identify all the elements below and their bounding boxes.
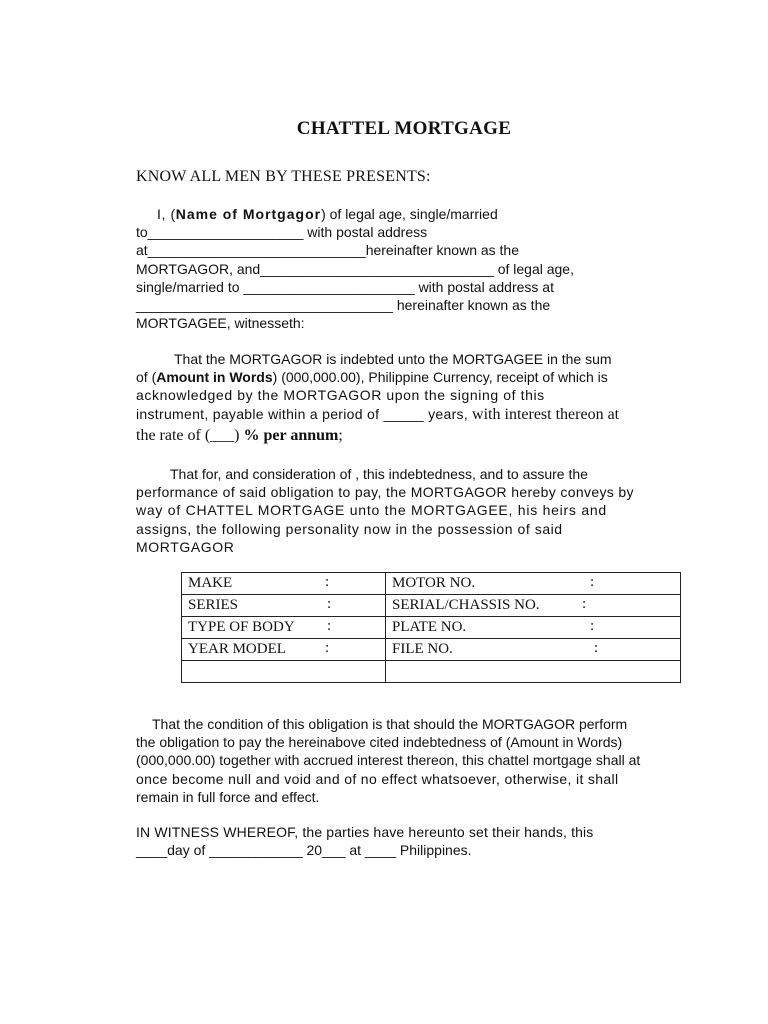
parties-line-1: I, (Name of Mortgagor) of legal age, single/married <box>157 206 498 222</box>
parties-line-4: MORTGAGOR, and______________________________ of legal age, <box>136 260 574 277</box>
witness-line-2: ____day of ____________ 20___ at ____ Philippines. <box>136 842 472 859</box>
witness-paragraph <box>136 823 676 859</box>
vehicle-details-table <box>181 572 681 683</box>
indebtedness-line-4: instrument, payable within a period of _____ years, with interest thereon at <box>136 405 620 423</box>
conveyance-line-5: MORTGAGOR <box>136 538 235 555</box>
parties-line-7: MORTGAGEE, witnesseth: <box>136 315 305 332</box>
table-row <box>182 661 681 683</box>
interest-rate-placeholder: % per annum <box>239 426 339 444</box>
indebtedness-line-2: of (Amount in Words) (000,000.00), Philippine Currency, receipt of which is <box>136 369 608 386</box>
indebtedness-line-3: acknowledged by the MORTGAGOR upon the signing of this <box>136 387 545 404</box>
condition-paragraph <box>136 715 676 806</box>
document-title: CHATTEL MORTGAGE <box>296 118 512 139</box>
empty-cell <box>182 661 386 683</box>
witness-line-1: IN WITNESS WHEREOF, the parties have hereunto set their hands, this <box>136 824 594 840</box>
motor-no-cell: MOTOR NO. : <box>386 573 681 595</box>
parties-line-6: _________________________________ hereinafter known as the <box>136 296 551 313</box>
condition-line-3: (000,000.00) together with accrued interest thereon, this chattel mortgage shall at <box>136 752 641 769</box>
opening-heading: KNOW ALL MEN BY THESE PRESENTS: <box>136 168 431 185</box>
conveyance-paragraph <box>136 465 676 556</box>
make-cell: MAKE : <box>182 573 386 595</box>
parties-line-2: to____________________ with postal address <box>136 224 428 241</box>
year-model-cell: YEAR MODEL : <box>182 639 386 661</box>
condition-line-4: once become null and void and of no effect whatsoever, otherwise, it shall <box>136 770 619 787</box>
condition-line-5: remain in full force and effect. <box>136 788 320 805</box>
plate-no-cell: PLATE NO. : <box>386 617 681 639</box>
parties-line-5: single/married to ______________________ with postal address at <box>136 278 554 295</box>
empty-cell <box>386 661 681 683</box>
indebtedness-line-1: That the MORTGAGOR is indebted unto the MORTGAGEE in the sum <box>174 351 612 367</box>
table-row <box>182 573 681 595</box>
parties-paragraph <box>136 205 676 332</box>
conveyance-line-3: way of CHATTEL MORTGAGE unto the MORTGAGEE, his heirs and <box>136 502 607 519</box>
table-row <box>182 595 681 617</box>
indebtedness-paragraph <box>136 350 676 448</box>
conveyance-line-4: assigns, the following personality now in the possession of said <box>136 520 563 537</box>
conveyance-line-2: performance of said obligation to pay, the MORTGAGOR hereby conveys by <box>136 484 634 501</box>
serial-chassis-no-cell: SERIAL/CHASSIS NO. : <box>386 595 681 617</box>
condition-line-2: the obligation to pay the hereinabove cited indebtedness of (Amount in Words) <box>136 734 623 751</box>
amount-in-words-placeholder: Amount in Words <box>156 369 273 386</box>
type-of-body-cell: TYPE OF BODY : <box>182 617 386 639</box>
file-no-cell: FILE NO. : <box>386 639 681 661</box>
parties-line-3: at____________________________hereinafter known as the <box>136 242 520 259</box>
table-row <box>182 617 681 639</box>
table-row <box>182 639 681 661</box>
indebtedness-line-5: the rate of (___) % per annum; <box>136 426 343 444</box>
condition-line-1: That the condition of this obligation is that should the MORTGAGOR perform <box>152 716 628 732</box>
conveyance-line-1: That for, and consideration of , this indebtedness, and to assure the <box>170 466 588 482</box>
series-cell: SERIES : <box>182 595 386 617</box>
mortgagor-name-placeholder: Name of Mortgagor <box>175 206 322 222</box>
